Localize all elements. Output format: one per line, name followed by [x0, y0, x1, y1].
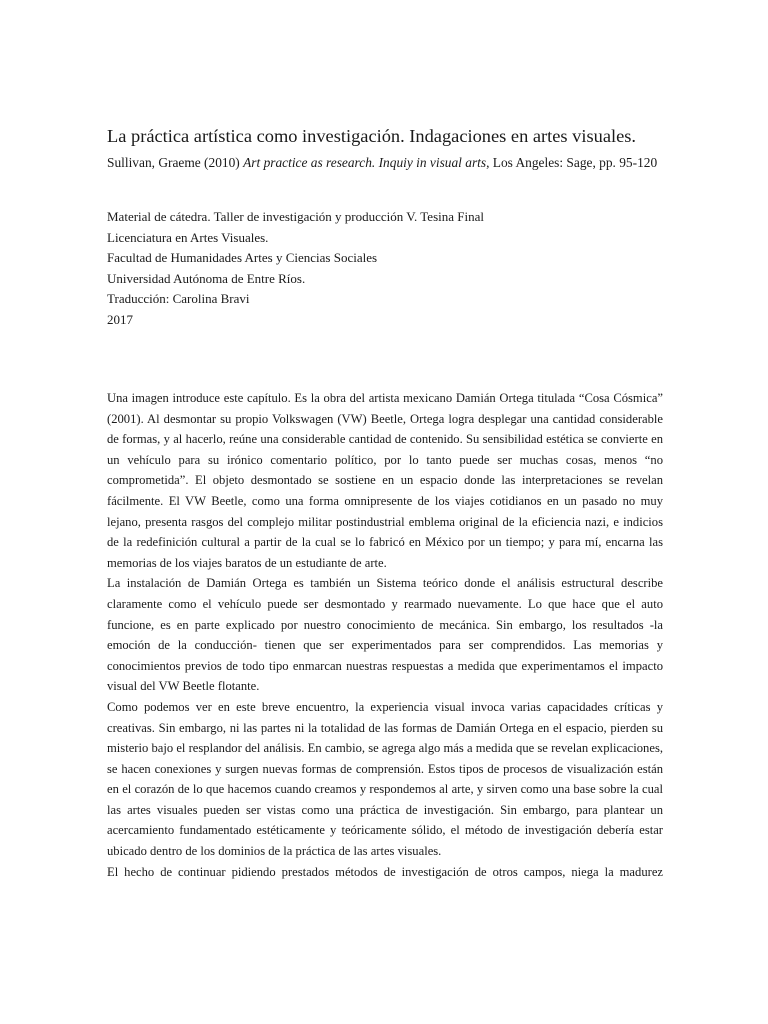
faculty-line: Facultad de Humanidades Artes y Ciencias Sociales: [107, 250, 378, 266]
citation: [107, 153, 663, 173]
course-info: [107, 207, 663, 331]
document-title: La práctica artística como investigación. Indagaciones en artes visuales.: [107, 126, 637, 146]
citation-publisher: , Los Angeles: Sage, pp. 95-120: [486, 155, 658, 170]
citation-book-title: Art practice as research. Inquiy in visual arts: [243, 155, 487, 170]
citation-authors: Sullivan, Graeme (2010): [107, 155, 244, 170]
body-text: [107, 388, 663, 882]
paragraph: La instalación de Damián Ortega es también un Sistema teórico donde el análisis estructural describe claramente como el vehículo puede ser desmontado y rearmado nuevamente. Lo que hace que el auto funcione, es en parte explicado por nuestro conocimiento de mecánica. Sin embargo, los resultados -la emoción de la conducción- tienen que ser experimentados para ser comprendidos. Las memorias y conocimientos previos de todo tipo enmarcan nuestras respuestas a medida que experimentamos el impacto visual del VW Beetle flotante.: [107, 576, 663, 694]
paragraph: Una imagen introduce este capítulo. Es la obra del artista mexicano Damián Ortega titulada “Cosa Cósmica” (2001). Al desmontar su propio Volkswagen (VW) Beetle, Ortega logra desplegar una cantidad considerable de formas, y al hacerlo, reúne una considerable cantidad de contenido. Su sensibilidad estética se convierte en un vehículo para su irónico comentario político, por lo tanto puede ser muchas cosas, menos “no comprometida”. El objeto desmontado se sostiene en un espacio donde las interpretaciones se revelan fácilmente. El VW Beetle, como una forma omnipresente de los viajes cotidianos en un pasado no muy lejano, presenta rasgos del complejo militar postindustrial emblema original de la eficiencia nazi, e indicios de la redefinición cultural a partir de la cual se lo fabricó en México por un tiempo; y para mí, encarna las memorias de los viajes baratos de un estudiante de arte.: [107, 391, 663, 570]
paragraph: Como podemos ver en este breve encuentro, la experiencia visual invoca varias capacidades críticas y creativas. Sin embargo, ni las partes ni la totalidad de las formas de Damián Ortega en el espacio, pierden su misterio bajo el resplandor del análisis. En cambio, se agrega algo más a medida que se revelan explicaciones, se hacen conexiones y surgen nuevas formas de comprensión. Estos tipos de procesos de visualización están en el corazón de lo que hacemos cuando creamos y respondemos al arte, y sirven como una base sobre la cual las artes visuales pueden ser vistas como una práctica de investigación. Sin embargo, para plantear un acercamiento fundamentado estéticamente y teóricamente sólido, el método de investigación debería estar ubicado dentro de los dominios de la práctica de las artes visuales.: [107, 699, 663, 859]
course-material-line: Material de cátedra. Taller de investigación y producción V. Tesina Final: [107, 209, 484, 224]
university-line: Universidad Autónoma de Entre Ríos.: [107, 270, 306, 286]
translator-line: Traducción: Carolina Bravi: [107, 291, 250, 307]
degree-line: Licenciatura en Artes Visuales.: [107, 229, 269, 245]
paragraph: El hecho de continuar pidiendo prestados métodos de investigación de otros campos, niega la madurez: [107, 864, 663, 879]
year-line: 2017: [107, 311, 133, 327]
